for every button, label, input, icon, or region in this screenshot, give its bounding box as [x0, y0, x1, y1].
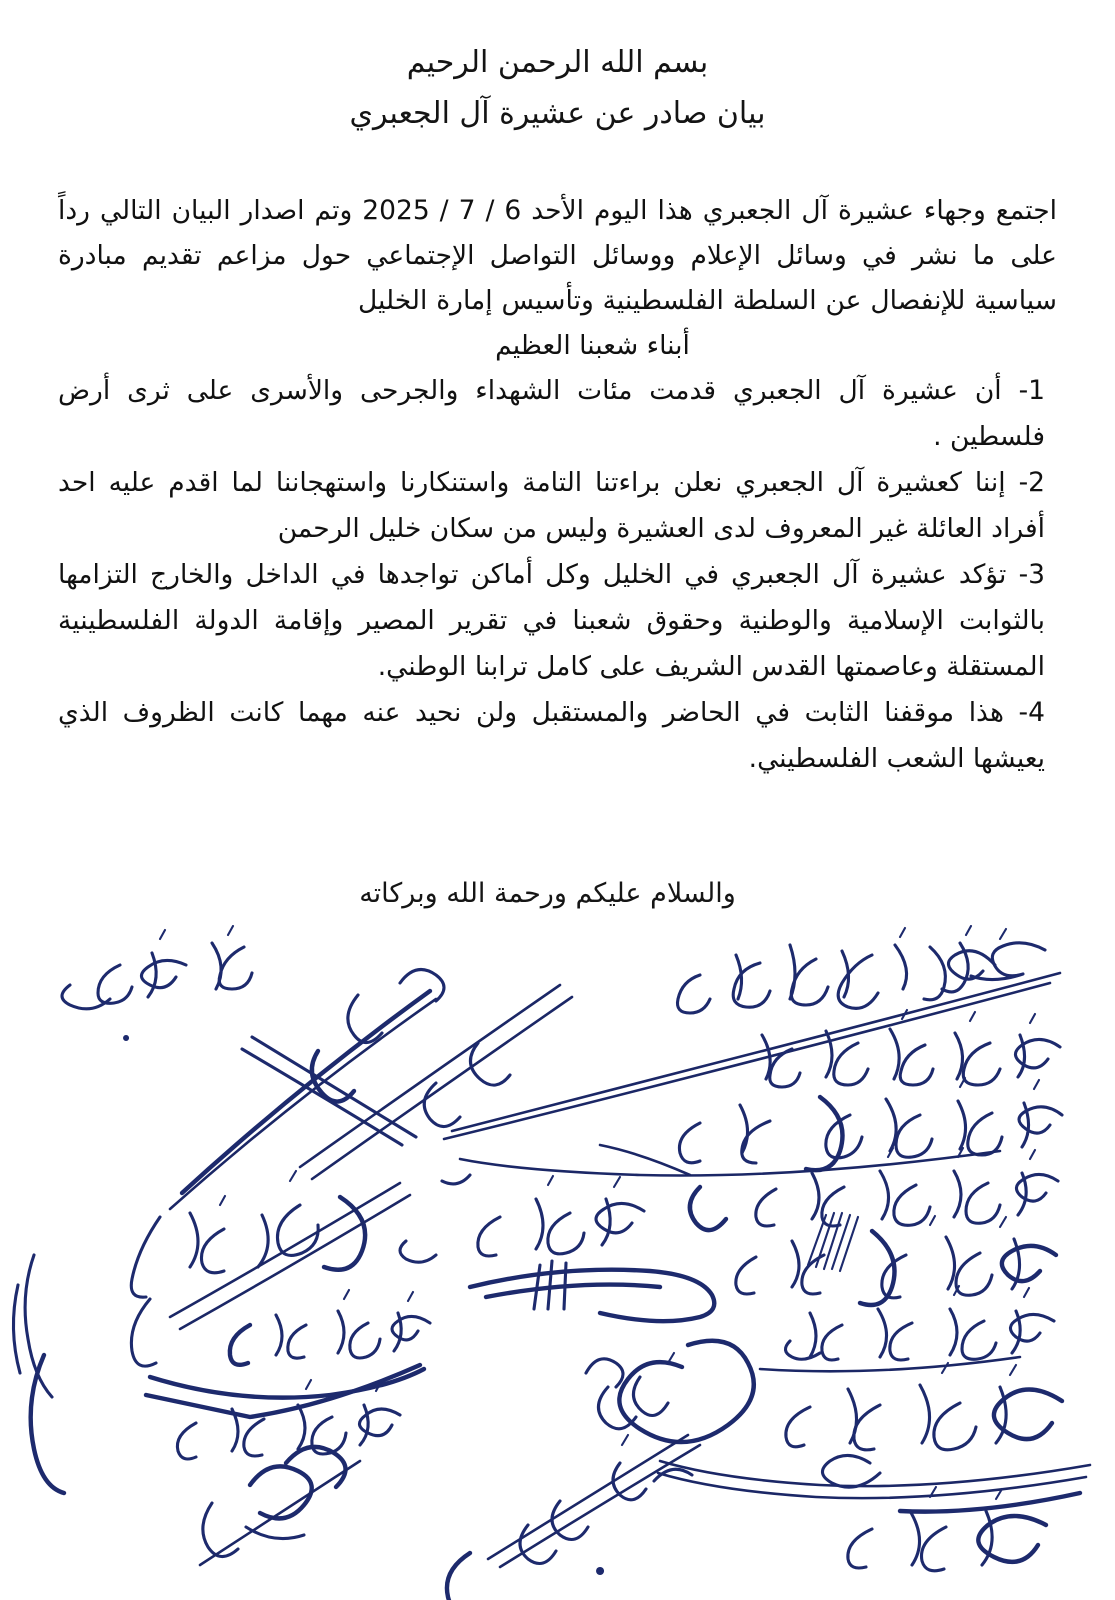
point-2-marker: 2-: [1018, 467, 1045, 498]
signature-block: [0, 925, 1115, 1600]
document-header: [0, 40, 1115, 136]
point-3-marker: 3-: [1018, 559, 1045, 590]
basmala-line: بسم الله الرحمن الرحيم: [406, 45, 709, 80]
numbered-point-3: [58, 552, 1057, 690]
point-2-text: إننا كعشيرة آل الجعبري نعلن براءتنا التامة واستنكارنا واستهجاننا لما اقدم عليه احد أفراد العائلة غير المعروف لدى العشيرة وليس من سكان خليل الرحمن: [58, 467, 1045, 544]
signature-center-column: [400, 1145, 754, 1600]
numbered-point-2: [58, 460, 1057, 552]
point-3-text: تؤكد عشيرة آل الجعبري في الخليل وكل أماكن تواجدها في الداخل والخارج التزامها بالثوابت الإسلامية والوطنية وحقوق شعبنا في تقرير المصير وإقامة الدولة الفلسطينية المستقلة وعاصمتها القدس الشريف على كامل ترابنا الوطني.: [58, 559, 1045, 682]
page-title: بيان صادر عن عشيرة آل الجعبري: [349, 96, 766, 131]
numbered-point-1: [58, 368, 1057, 460]
point-4-text: هذا موقفنا الثابت في الحاضر والمستقبل ولن نحيد عنه مهما كانت الظروف الذي يعيشها الشعب الفلسطيني.: [58, 697, 1045, 774]
signature-left-column: [13, 926, 572, 1565]
point-1-marker: 1-: [1018, 375, 1045, 406]
addressee-line: أبناء شعبنا العظيم: [495, 330, 690, 361]
numbered-point-4: [58, 690, 1057, 782]
signature-right-column: [444, 926, 1090, 1571]
intro-paragraph: اجتمع وجهاء عشيرة آل الجعبري هذا اليوم الأحد 6 / 7 / 2025 وتم اصدار البيان التالي رداً على ما نشر في وسائل الإعلام ووسائل التواصل الإجتماعي حول مزاعم تقديم مبادرة سياسية للإنفصال عن السلطة الفلسطينية وتأسيس إمارة الخليل: [58, 195, 1057, 316]
document-body: [58, 188, 1057, 782]
closing-salutation: والسلام عليكم ورحمة الله وبركاته: [359, 878, 736, 909]
point-4-marker: 4-: [1018, 697, 1045, 728]
point-1-text: أن عشيرة آل الجعبري قدمت مئات الشهداء والجرحى والأسرى على ثرى أرض فلسطين .: [58, 375, 1045, 452]
